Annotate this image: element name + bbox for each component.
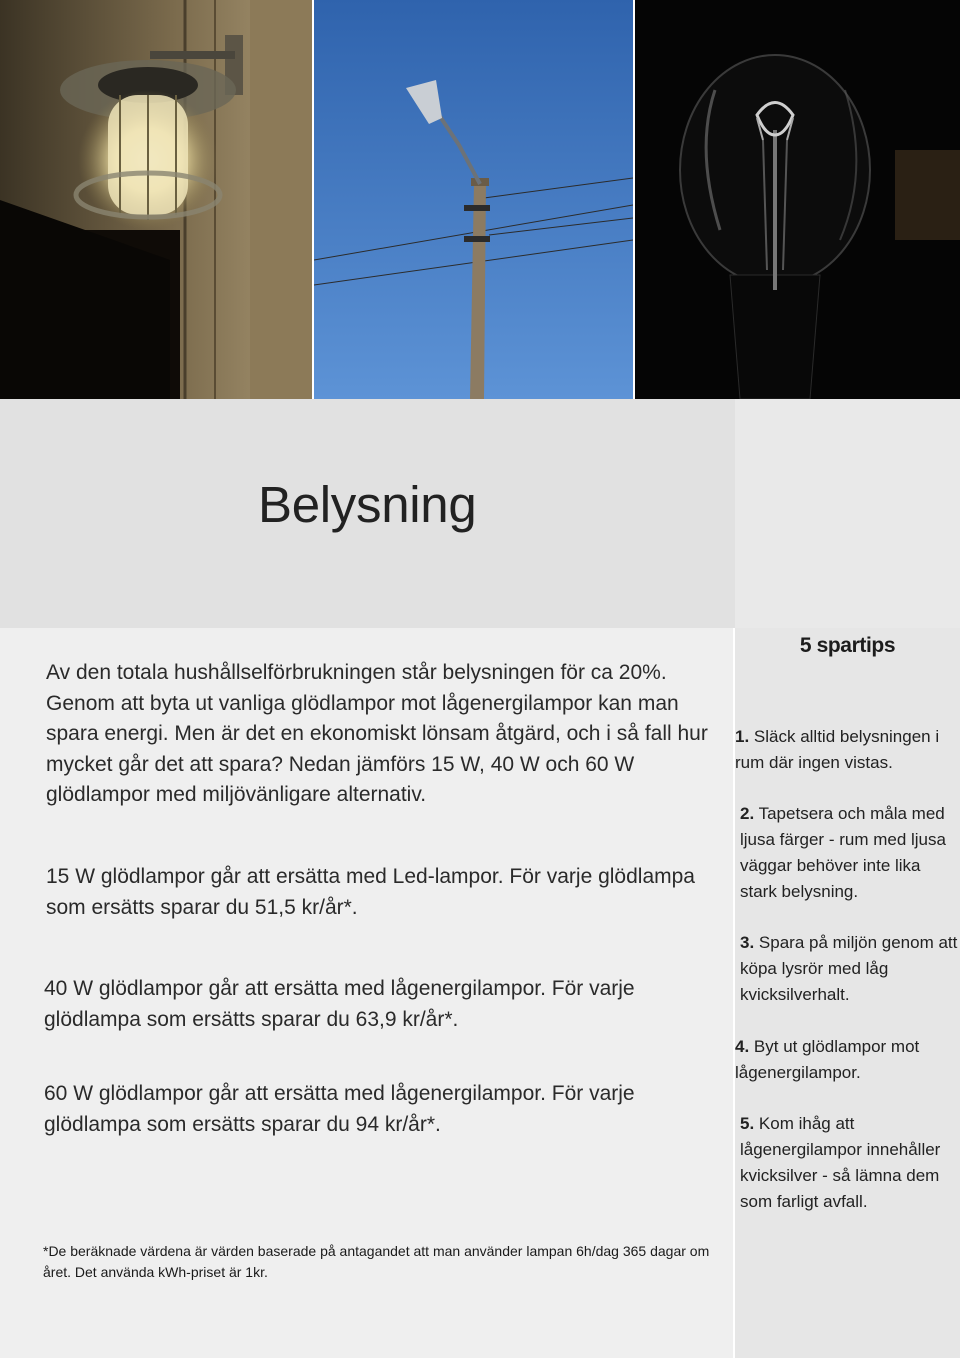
light-bulb-image [635,0,960,399]
paragraph-40w: 40 W glödlampor går att ersätta med lågenergilampor. För varje glödlampa som ersätts sparar du 63,9 kr/år*. [44,977,635,1031]
street-lamp-image [314,0,633,399]
tip-2-text: Tapetsera och måla med ljusa färger - rum med ljusa väggar behöver inte lika stark belysning. [740,804,946,901]
title-band-right [735,399,960,628]
street-lamp-photo [314,0,633,399]
tip-2 [740,801,960,905]
footnote: *De beräknade värdena är värden baserade på antagandet att man använder lampan 6h/dag 365 dagar om året. Det använda kWh-priset är 1kr. [43,1243,710,1280]
tip-4-number: 4. [735,1037,750,1056]
tip-3-number: 3. [740,933,755,952]
photo-strip [0,0,960,399]
page-title: Belysning [258,476,477,533]
tip-1-text: Släck alltid belysningen i rum där ingen vistas. [735,727,940,772]
title-band [0,399,960,628]
tip-4 [735,1034,960,1086]
sidebar-title: 5 spartips [799,634,896,657]
tip-3-text: Spara på miljön genom att köpa lysrör med låg kvicksilverhalt. [740,933,958,1004]
lantern-image [0,0,312,399]
tip-5-number: 5. [740,1114,755,1133]
tip-5 [740,1111,960,1215]
lantern-photo [0,0,312,399]
tip-1 [735,724,960,776]
tip-4-text: Byt ut glödlampor mot lågenergilampor. [735,1037,920,1082]
light-bulb-photo [635,0,960,399]
intro-paragraph: Av den totala hushållselförbrukningen står belysningen för ca 20%. Genom att byta ut vanliga glödlampor mot lågenergilampor kan man spara energi. Men är det en ekonomiskt lönsam åtgärd, och i så fall hur mycket går det att spara? Nedan jämförs 15 W, 40 W och 60 W glödlampor med miljövänligare alternativ. [46,661,708,806]
paragraph-60w: 60 W glödlampor går att ersätta med lågenergilampor. För varje glödlampa som ersätts sparar du 94 kr/år*. [44,1082,635,1136]
tip-5-text: Kom ihåg att lågenergilampor innehåller kvicksilver - så lämna dem som farligt avfall. [740,1114,941,1211]
tip-1-number: 1. [735,727,750,746]
tip-3 [740,930,960,1008]
paragraph-15w: 15 W glödlampor går att ersätta med Led-lampor. För varje glödlampa som ersätts sparar du 51,5 kr/år*. [46,865,695,919]
tip-2-number: 2. [740,804,755,823]
